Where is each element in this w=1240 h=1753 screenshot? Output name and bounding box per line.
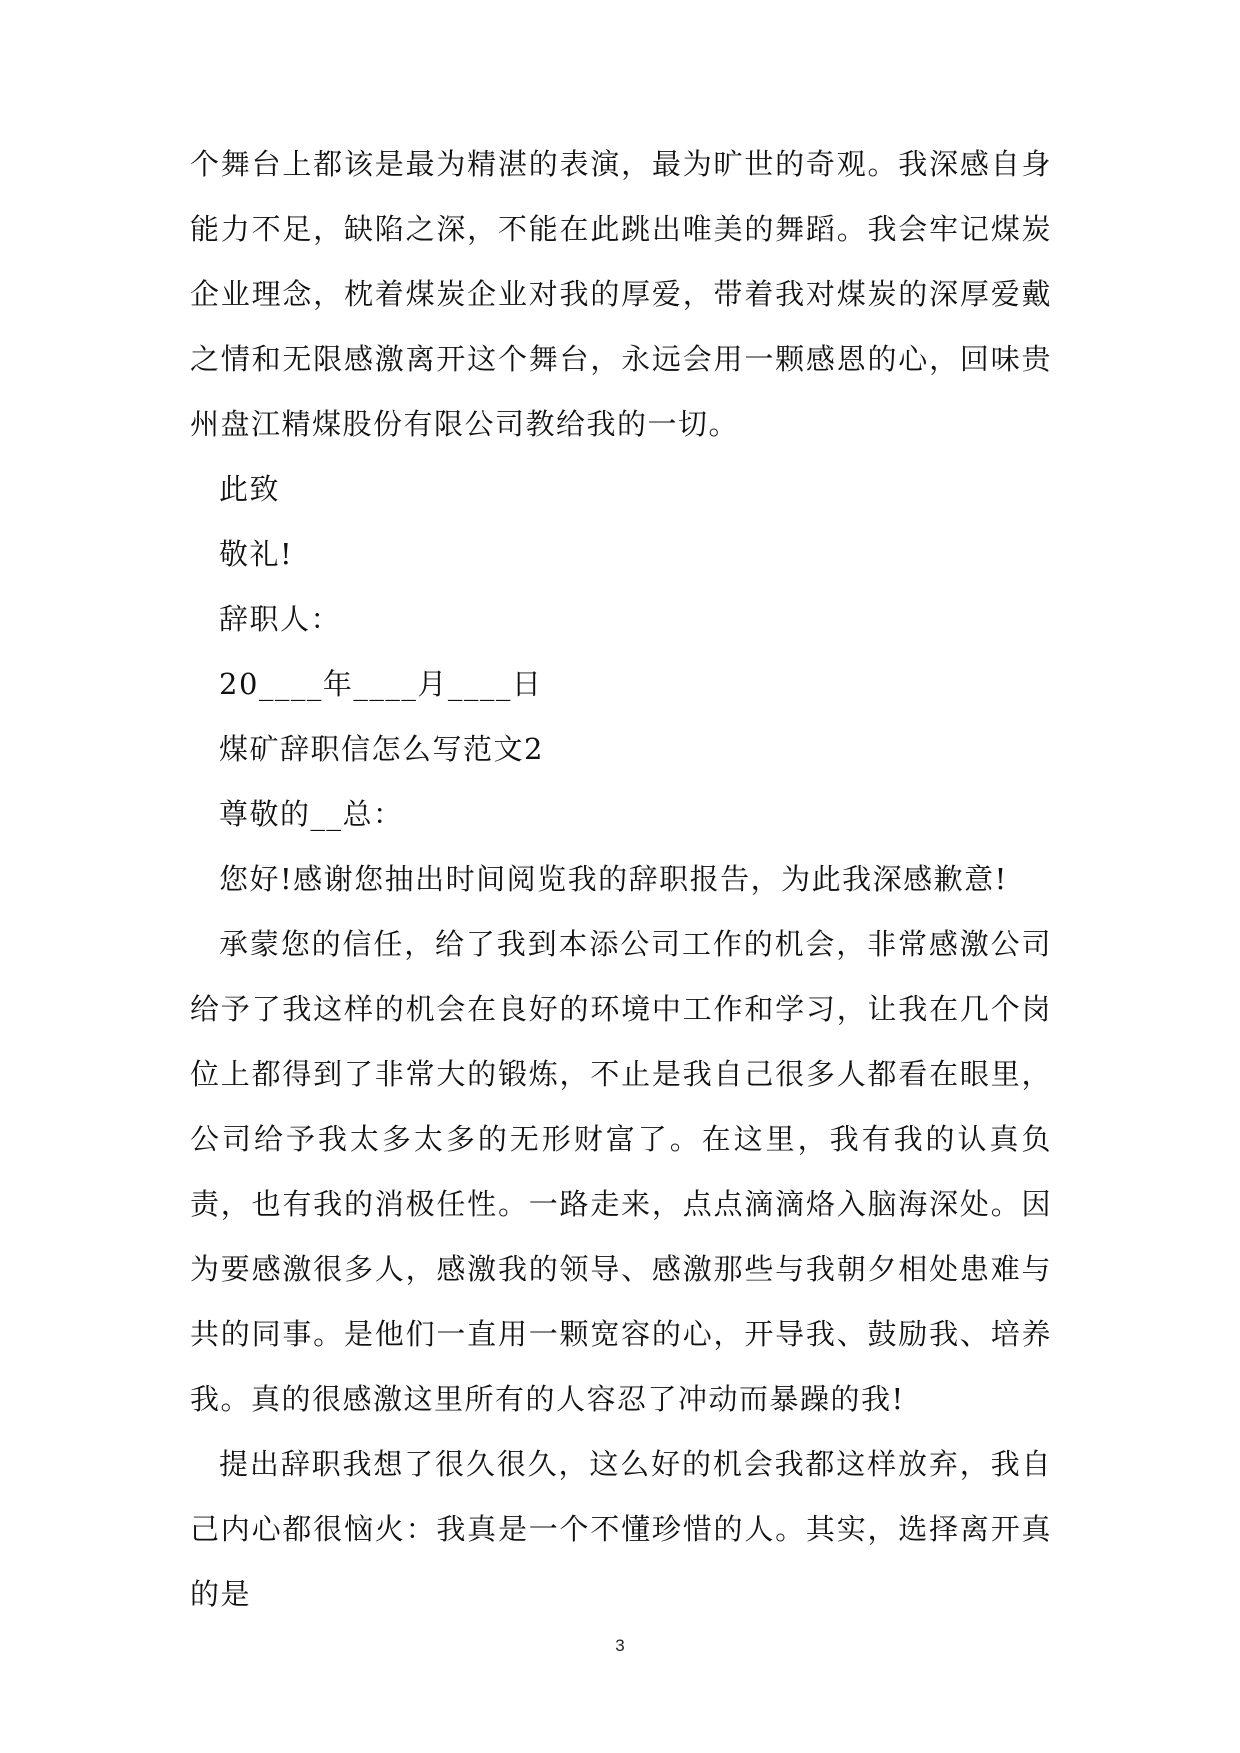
document-body (190, 132, 1052, 1627)
closing-salutation: 此致 (219, 472, 281, 506)
date-line: 20____年____月____日 (219, 667, 543, 701)
closing-regards: 敬礼! (219, 537, 294, 571)
letter-paragraph: 承蒙您的信任，给了我到本添公司工作的机会，非常感激公司给予了我这样的机会在良好的环境中工作和学习，让我在几个岗位上都得到了非常大的锻炼，不止是我自己很多人都看在眼里，公司给予我太多太多的无形财富了。在这里，我有我的认真负责，也有我的消极任性。一路走来，点点滴滴烙入脑海深处。因为要感激很多人，感激我的领导、感激那些与我朝夕相处患难与共的同事。是他们一直用一颗宽容的心，开导我、鼓励我、培养我。真的很感激这里所有的人容忍了冲动而暴躁的我! (190, 927, 1052, 1416)
letter-opening: 您好!感谢您抽出时间阅览我的辞职报告，为此我深感歉意! (219, 862, 1008, 896)
page-number: 3 (615, 1636, 625, 1655)
section-title: 煤矿辞职信怎么写范文2 (219, 732, 544, 766)
letter-paragraph: 提出辞职我想了很久很久，这么好的机会我都这样放弃，我自己内心都很恼火：我真是一个不懂珍惜的人。其实，选择离开真的是 (190, 1447, 1052, 1611)
paragraph-continuation: 个舞台上都该是最为精湛的表演，最为旷世的奇观。我深感自身能力不足，缺陷之深，不能在此跳出唯美的舞蹈。我会牢记煤炭企业理念，枕着煤炭企业对我的厚爱，带着我对煤炭的深厚爱戴之情和无限感激离开这个舞台，永远会用一颗感恩的心，回味贵州盘江精煤股份有限公司教给我的一切。 (190, 147, 1052, 441)
letter-greeting: 尊敬的__总： (219, 797, 404, 831)
signature-label: 辞职人： (219, 602, 342, 636)
